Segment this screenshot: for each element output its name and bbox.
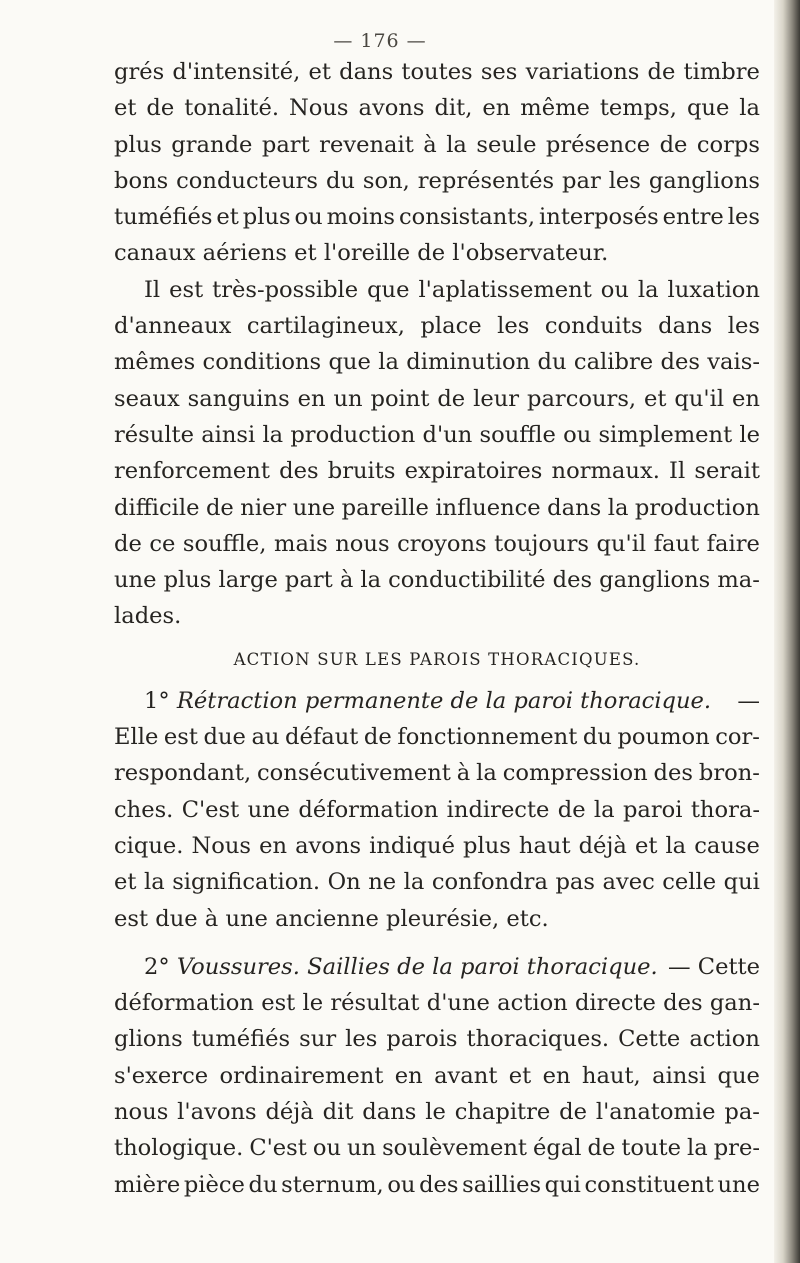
section-title: Rétraction permanente de la paroi thoracique. xyxy=(176,687,712,714)
section-title: Voussures. Saillies de la paroi thoracique. xyxy=(176,953,658,980)
text-line: s'exerce ordinairement en avant et en haut, ainsi que xyxy=(114,1062,760,1089)
page-number: — 176 — xyxy=(333,30,427,52)
title-dash: — xyxy=(737,687,760,714)
text-line: difficile de nier une pareille influence dans la production xyxy=(114,494,760,521)
text-line: et de tonalité. Nous avons dit, en même temps, que la xyxy=(114,95,760,122)
text-line: mêmes conditions que la diminution du calibre des vais- xyxy=(114,349,760,376)
section-title-wrap xyxy=(144,683,711,719)
section-number: 2° xyxy=(144,953,170,980)
text-line: tuméfiés et plus ou moins consistants, interposés entre les xyxy=(114,204,760,231)
paragraph-gap xyxy=(114,937,760,949)
text-line: thologique. C'est ou un soulèvement égal de toute la pre- xyxy=(114,1135,760,1162)
text-line: grés d'intensité, et dans toutes ses variations de timbre xyxy=(114,59,760,85)
paragraph-luxation xyxy=(114,272,760,635)
paragraph-continuation xyxy=(114,54,760,272)
text-line: canaux aériens et l'oreille de l'observateur. xyxy=(114,240,609,267)
text-line: bons conducteurs du son, représentés par les ganglions xyxy=(114,167,760,194)
text-line: et la signification. On ne la confondra pas avec celle qui xyxy=(114,869,760,896)
text-line: renforcement des bruits expiratoires normaux. Il serait xyxy=(114,458,760,485)
section-number: 1° xyxy=(144,687,170,714)
body-text xyxy=(114,54,760,1203)
section-heading: ACTION SUR LES PAROIS THORACIQUES. xyxy=(233,649,641,669)
text-line: Elle est due au défaut de fonctionnement du poumon cor- xyxy=(114,724,760,751)
text-line: cique. Nous en avons indiqué plus haut déjà et la cause xyxy=(114,832,760,859)
text-line: lades. xyxy=(114,603,182,630)
text-line: Il est très-possible que l'aplatissement ou la luxation xyxy=(144,276,760,303)
text-line: d'anneaux cartilagineux, place les conduits dans les xyxy=(114,313,760,340)
text-line: résulte ainsi la production d'un souffle ou simplement le xyxy=(114,421,760,448)
text-line: ches. C'est une déformation indirecte de la paroi thora- xyxy=(114,796,760,823)
section-title-line xyxy=(114,949,760,985)
book-spine-shadow xyxy=(774,0,800,1263)
text-line: seaux sanguins en un point de leur parcours, et qu'il en xyxy=(114,385,760,412)
text-line: une plus large part à la conductibilité des ganglions ma- xyxy=(114,567,760,594)
text-line: mière pièce du sternum, ou des saillies qui constituent une xyxy=(114,1171,760,1198)
title-rest: — Cette xyxy=(668,953,760,980)
text-line: plus grande part revenait à la seule présence de corps xyxy=(114,131,760,158)
text-line: de ce souffle, mais nous croyons toujours qu'il faut faire xyxy=(114,530,760,557)
section-retraction xyxy=(114,683,760,937)
section-voussures xyxy=(114,949,760,1203)
section-title-wrap xyxy=(144,949,658,985)
text-line: déformation est le résultat d'une action directe des gan- xyxy=(114,990,760,1017)
text-line: est due à une ancienne pleurésie, etc. xyxy=(114,905,549,932)
section-title-line xyxy=(114,683,760,719)
text-line: respondant, consécutivement à la compression des bron- xyxy=(114,760,760,787)
text-line: glions tuméfiés sur les parois thoraciques. Cette action xyxy=(114,1026,760,1053)
text-line: nous l'avons déjà dit dans le chapitre de l'anatomie pa- xyxy=(114,1099,760,1126)
